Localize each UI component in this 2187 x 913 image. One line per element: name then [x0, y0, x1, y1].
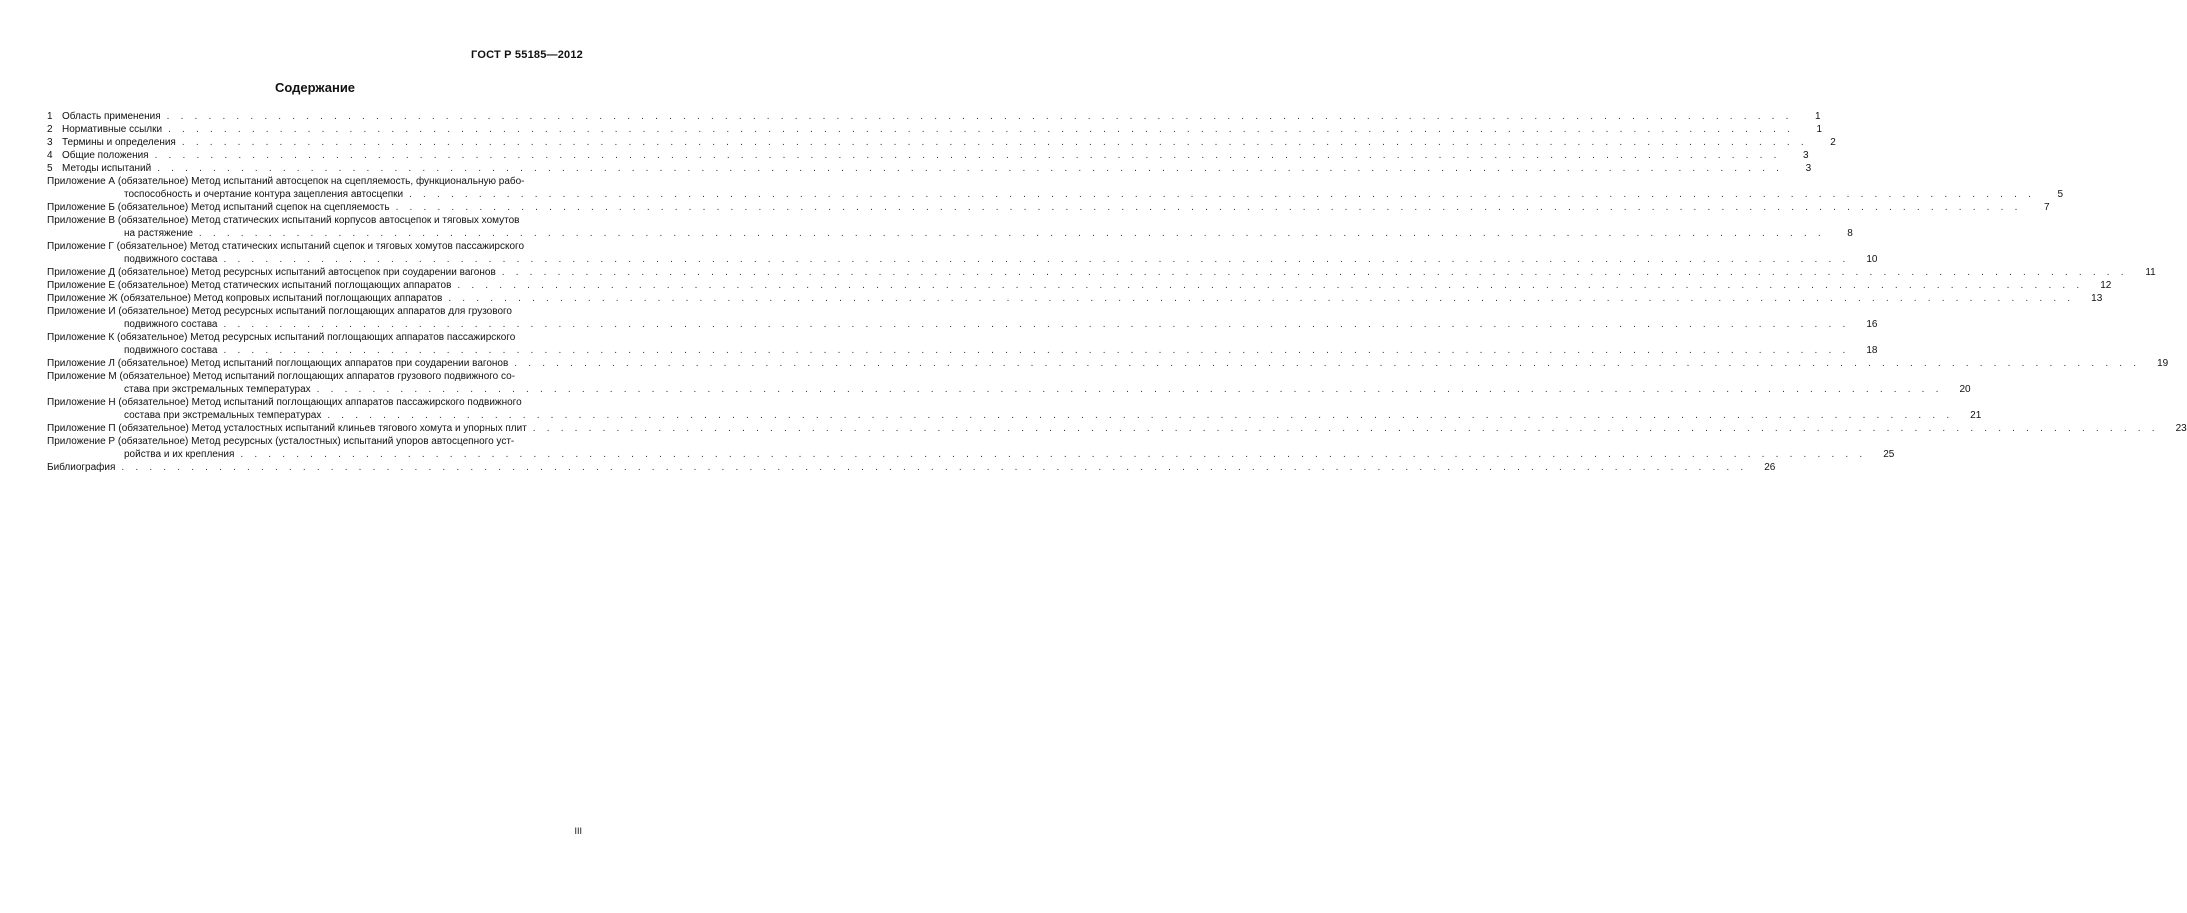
toc-entry-title	[47, 357, 2146, 370]
toc-entry-title	[47, 435, 1872, 461]
toc-entry-page: 26	[1764, 462, 1776, 473]
table-of-contents	[47, 110, 2187, 474]
toc-entry-line: Приложение В (обязательное) Метод статических испытаний корпусов автосцепок и тяговых хомутов	[47, 215, 520, 226]
page-number: III	[574, 826, 582, 836]
toc-entry-title	[47, 201, 2028, 214]
toc-entry-line: ройства и их крепления	[124, 449, 235, 460]
toc-entry-line: Приложение Г (обязательное) Метод статических испытаний сцепок и тяговых хомутов пассажирского	[47, 241, 525, 252]
toc-entry-line: Методы испытаний	[62, 163, 152, 174]
toc-entry[interactable]	[47, 279, 2112, 292]
toc-entry-page: 1	[1816, 124, 1823, 135]
toc-entry-line: Приложение И (обязательное) Метод ресурсных испытаний поглощающих аппаратов для грузового	[47, 306, 512, 317]
toc-entry[interactable]	[47, 435, 1895, 461]
toc-entry-line: Термины и определения	[62, 137, 176, 148]
toc-entry-number: 1	[47, 111, 53, 122]
toc-entry-line: Общие положения	[62, 150, 149, 161]
toc-entry-title	[47, 279, 2089, 292]
toc-entry-page: 7	[2043, 202, 2050, 213]
toc-entry-line: Область применения	[62, 111, 161, 122]
toc-entry-page: 2	[1830, 137, 1836, 148]
toc-entry[interactable]	[47, 266, 2156, 279]
toc-entry-page: 3	[1802, 150, 1809, 161]
dot-leader	[457, 279, 2083, 292]
toc-entry-line: Приложение Н (обязательное) Метод испытаний поглощающих аппаратов пассажирского подвижного	[47, 397, 522, 408]
dot-leader	[240, 448, 1866, 461]
toc-entry-line: Приложение Б (обязательное) Метод испытаний сцепок на сцепляемость	[47, 202, 390, 213]
toc-entry-line: Приложение Е (обязательное) Метод статических испытаний поглощающих аппаратов	[47, 280, 452, 291]
toc-entry-title	[47, 266, 2134, 279]
toc-entry-number: 5	[47, 163, 53, 174]
toc-entry[interactable]	[47, 110, 1821, 123]
toc-entry[interactable]	[47, 331, 1878, 357]
toc-entry[interactable]	[47, 240, 1878, 266]
toc-entry-title	[47, 240, 1855, 266]
toc-entry-line: Приложение Р (обязательное) Метод ресурсных (усталостных) испытаний упоров автосцепного уст-	[47, 436, 515, 447]
toc-entry[interactable]	[47, 175, 2064, 201]
toc-entry-title	[62, 149, 1787, 162]
dot-leader	[448, 292, 2074, 305]
toc-entry-line: Нормативные ссылки	[62, 124, 163, 135]
toc-entry-page: 16	[1866, 319, 1878, 330]
toc-entry-line: состава при экстремальных температурах	[124, 410, 322, 421]
toc-entry-page: 20	[1959, 384, 1971, 395]
toc-entry-title	[47, 292, 2080, 305]
dot-leader	[168, 123, 1794, 136]
toc-entry-title	[47, 396, 1959, 422]
toc-entry-line: Приложение Л (обязательное) Метод испытаний поглощающих аппаратов при соударении вагонов	[47, 358, 509, 369]
toc-entry[interactable]	[47, 292, 2103, 305]
toc-entry-line: подвижного состава	[124, 254, 218, 265]
dot-leader	[121, 461, 1747, 474]
toc-entry-title	[62, 162, 1789, 175]
toc-entry-line: Приложение К (обязательное) Метод ресурсных испытаний поглощающих аппаратов пассажирского	[47, 332, 516, 343]
toc-entry[interactable]	[47, 201, 2050, 214]
toc-entry[interactable]	[47, 149, 1809, 162]
toc-entry-line: тоспособность и очертание контура зацепления автосцепки	[124, 189, 404, 200]
dot-leader	[224, 253, 1850, 266]
dot-leader	[182, 136, 1808, 149]
toc-entry-page: 12	[2100, 280, 2112, 291]
toc-entry-line: става при экстремальных температурах	[124, 384, 311, 395]
dot-leader	[224, 318, 1850, 331]
toc-entry[interactable]	[47, 162, 1812, 175]
toc-entry[interactable]	[47, 370, 1971, 396]
toc-entry-page: 21	[1970, 410, 1982, 421]
toc-entry-title	[62, 136, 1814, 149]
toc-entry-page: 5	[2057, 189, 2064, 200]
toc-entry-line: Приложение П (обязательное) Метод усталостных испытаний клиньев тягового хомута и упорных плит	[47, 423, 527, 434]
toc-entry-page: 19	[2157, 358, 2169, 369]
dot-leader	[224, 344, 1850, 357]
toc-entry-page: 23	[2175, 423, 2187, 434]
dot-leader	[199, 227, 1825, 240]
dot-leader	[502, 266, 2128, 279]
toc-entry-title	[47, 214, 1831, 240]
toc-entry-page: 10	[1866, 254, 1878, 265]
toc-entry[interactable]	[47, 422, 2187, 435]
toc-entry[interactable]	[47, 357, 2169, 370]
toc-entry[interactable]	[47, 136, 1836, 149]
toc-entry-page: 1	[1815, 111, 1821, 122]
toc-entry[interactable]	[47, 305, 1878, 331]
toc-entry-page: 11	[2145, 267, 2156, 278]
toc-entry[interactable]	[47, 214, 1853, 240]
toc-entry-title	[47, 422, 2165, 435]
document-code: ГОСТ Р 55185—2012	[471, 49, 583, 61]
toc-entry-line: подвижного состава	[124, 345, 218, 356]
toc-entry-number: 2	[47, 124, 53, 135]
toc-entry-title	[47, 175, 2041, 201]
page-title: Содержание	[274, 80, 356, 95]
toc-entry-line: на растяжение	[124, 228, 193, 239]
toc-entry-title	[47, 461, 1753, 474]
dot-leader	[409, 188, 2035, 201]
dot-leader	[533, 422, 2159, 435]
dot-leader	[157, 162, 1783, 175]
toc-entry-line: Библиография	[47, 462, 116, 473]
dot-leader	[396, 201, 2022, 214]
toc-entry-line: Приложение Д (обязательное) Метод ресурсных испытаний автосцепок при соударении вагонов	[47, 267, 496, 278]
toc-entry-number: 3	[47, 137, 53, 148]
dot-leader	[167, 110, 1793, 123]
toc-entry-page: 13	[2091, 293, 2103, 304]
toc-entry-title	[62, 110, 1799, 123]
toc-entry-line: подвижного состава	[124, 319, 218, 330]
toc-entry-title	[47, 370, 1949, 396]
toc-entry-title	[47, 305, 1855, 331]
toc-entry-title	[47, 331, 1855, 357]
toc-entry-title	[62, 123, 1800, 136]
toc-entry-page: 25	[1883, 449, 1895, 460]
dot-leader	[317, 383, 1943, 396]
toc-entry[interactable]	[47, 123, 1823, 136]
dot-leader	[514, 357, 2140, 370]
toc-entry-page: 3	[1805, 163, 1812, 174]
dot-leader	[155, 149, 1781, 162]
toc-entry[interactable]	[47, 461, 1776, 474]
toc-entry-line: Приложение А (обязательное) Метод испытаний автосцепок на сцепляемость, функциональную рабо-	[47, 176, 525, 187]
toc-entry-line: Приложение Ж (обязательное) Метод копровых испытаний поглощающих аппаратов	[47, 293, 443, 304]
toc-entry-number: 4	[47, 150, 53, 161]
dot-leader	[327, 409, 1953, 422]
toc-entry-page: 18	[1866, 345, 1878, 356]
toc-entry-page: 8	[1847, 228, 1853, 239]
toc-entry[interactable]	[47, 396, 1982, 422]
toc-entry-line: Приложение М (обязательное) Метод испытаний поглощающих аппаратов грузового подвижного со-	[47, 371, 516, 382]
